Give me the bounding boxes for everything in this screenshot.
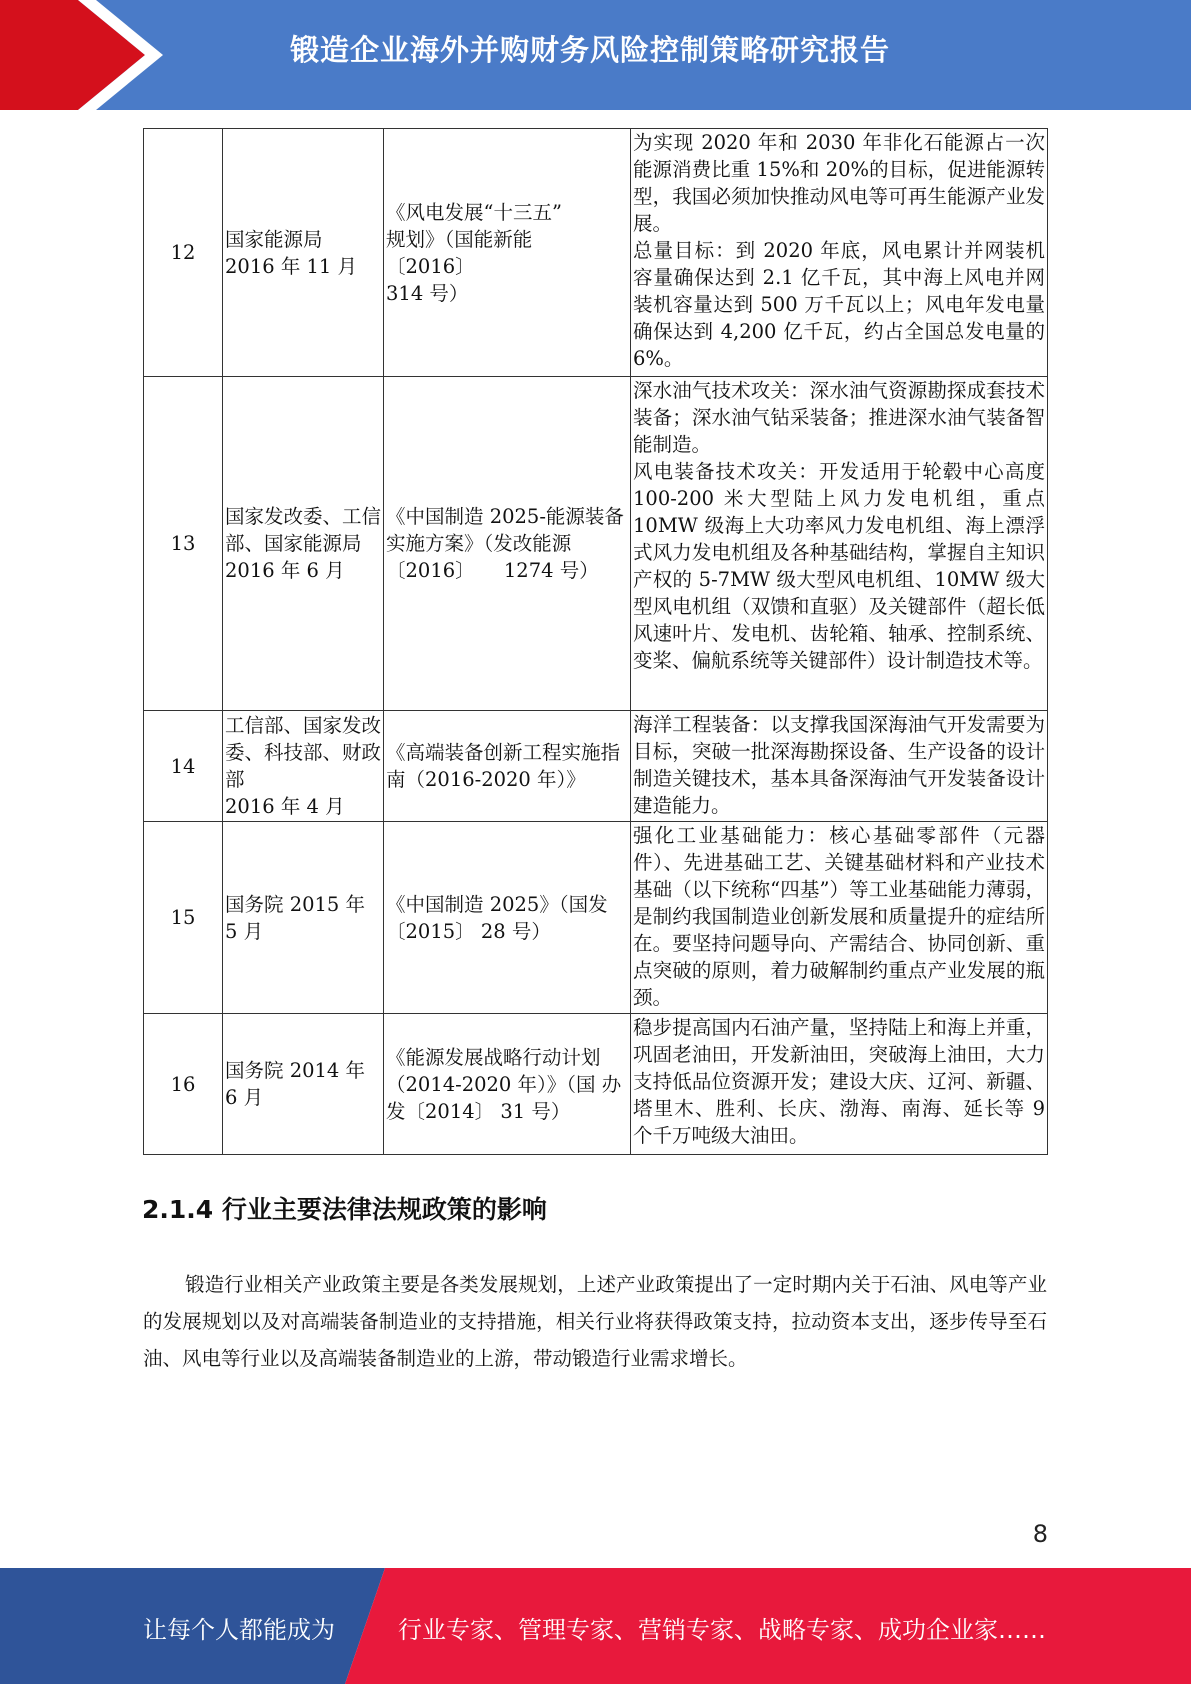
table-row — [144, 711, 1048, 822]
content-paragraph: 为实现 2020 年和 2030 年非化石能源占一次能源消费比重 15%和 20%的目标，促进能源转型，我国必须加快推动风电等可再生能源产业发展。 — [633, 131, 1045, 235]
document-cell — [384, 822, 631, 1014]
issuer-cell — [223, 822, 384, 1014]
content-cell — [631, 711, 1048, 822]
issue-date: 2016 年 4 月 — [225, 795, 345, 818]
content-paragraph: 稳步提高国内石油产量，坚持陆上和海上并重，巩固老油田，开发新油田，突破海上油田，大力支持低品位资源开发；建设大庆、辽河、新疆、塔里木、胜利、长庆、渤海、南海、延长等 9 个千万吨级大油田。 — [633, 1016, 1045, 1147]
issuer-name: 工信部、国家发改委、科技部、财政部 — [225, 714, 382, 791]
header-red-arrow — [0, 0, 145, 110]
issuer-cell — [223, 1014, 384, 1155]
table-row — [144, 129, 1048, 377]
section-heading: 2.1.4 行业主要法律法规政策的影响 — [142, 1195, 547, 1224]
table-row — [144, 822, 1048, 1014]
page-footer — [0, 1568, 1191, 1684]
issuer-cell — [223, 377, 384, 711]
footer-slogan-right: 行业专家、管理专家、营销专家、战略专家、成功企业家…… — [398, 1616, 1046, 1644]
document-line: 314 号） — [386, 281, 469, 305]
row-number: 14 — [144, 711, 223, 822]
issuer-cell — [223, 129, 384, 377]
issuer-name: 国家发改委、工信部、国家能源局 — [225, 505, 382, 555]
row-number: 16 — [144, 1014, 223, 1155]
row-number: 15 — [144, 822, 223, 1014]
table-row — [144, 377, 1048, 711]
content-paragraph: 强化工业基础能力：核心基础零部件（元器件）、先进基础工艺、关键基础材料和产业技术基础（以下统称“四基”）等工业基础能力薄弱，是制约我国制造业创新发展和质量提升的症结所在。要坚持问题导向、产需结合、协同创新、重点突破的原则，着力破解制约重点产业发展的瓶颈。 — [633, 824, 1045, 1009]
issue-date: 2016 年 6 月 — [225, 559, 345, 582]
content-paragraph: 总量目标：到 2020 年底，风电累计并网装机容量确保达到 2.1 亿千瓦，其中海上风电并网装机容量达到 500 万千瓦以上；风电年发电量确保达到 4,200 亿千瓦，约占全国总发电量的 6%。 — [633, 239, 1045, 370]
issuer-name: 国务院 2014 年 6 月 — [225, 1059, 366, 1109]
issue-date: 2016 年 11 月 — [225, 254, 358, 278]
document-line: 《中国制造 2025》（国发〔2015〕 28 号） — [386, 892, 608, 943]
issuer-name: 国务院 2015 年 5 月 — [225, 892, 366, 943]
document-line: 〔2016〕 — [386, 254, 475, 278]
document-cell — [384, 1014, 631, 1155]
document-line: 《能源发展战略行动计划（2014-2020 年）》（国 办发〔2014〕 31 号） — [386, 1045, 622, 1123]
document-cell — [384, 377, 631, 711]
document-line: 《中国制造 2025-能源装备实施方案》（发改能源〔2016〕 1274 号） — [386, 505, 624, 582]
row-number: 13 — [144, 377, 223, 711]
content-paragraph: 风电装备技术攻关：开发适用于轮毂中心高度 100-200 米大型陆上风力发电机组，重点 10MW 级海上大功率风力发电机组、海上漂浮式风力发电机组及各种基础结构，掌握自主知识产权的 5-7MW 级大型风电机组、10MW 级大型风电机组（双馈和直驱）及关键部件（超长低风速叶片、发电机、齿轮箱、轴承、控制系统、变桨、偏航系统等关键部件）设计制造技术等。 — [633, 460, 1045, 672]
document-cell — [384, 711, 631, 822]
issuer-cell — [223, 711, 384, 822]
content-paragraph: 深水油气技术攻关：深水油气资源勘探成套技术装备；深水油气钻采装备；推进深水油气装备智能制造。 — [633, 379, 1045, 456]
table-row — [144, 1014, 1048, 1155]
report-title: 锻造企业海外并购财务风险控制策略研究报告 — [290, 33, 891, 67]
content-cell — [631, 129, 1048, 377]
issuer-name: 国家能源局 — [225, 227, 323, 251]
footer-slogan-left: 让每个人都能成为 — [143, 1616, 335, 1644]
content-cell — [631, 822, 1048, 1014]
content-paragraph: 海洋工程装备：以支撑我国深海油气开发需要为目标，突破一批深海勘探设备、生产设备的设计制造关键技术，基本具备深海油气开发装备设计建造能力。 — [633, 713, 1045, 817]
document-line: 《高端装备创新工程实施指南（2016-2020 年）》 — [386, 741, 621, 791]
page-header — [0, 0, 1191, 110]
document-line: 《风电发展“十三五” — [386, 200, 562, 224]
document-line: 规划》（国能新能 — [386, 227, 533, 251]
section-paragraph: 锻造行业相关产业政策主要是各类发展规划，上述产业政策提出了一定时期内关于石油、风电等产业的发展规划以及对高端装备制造业的支持措施，相关行业将获得政策支持，拉动资本支出，逐步传导至石油、风电等行业以及高端装备制造业的上游，带动锻造行业需求增长。 — [143, 1273, 1047, 1370]
row-number: 12 — [144, 129, 223, 377]
page-number: 8 — [1032, 1520, 1048, 1548]
content-cell — [631, 377, 1048, 711]
content-cell — [631, 1014, 1048, 1155]
document-cell — [384, 129, 631, 377]
policy-table — [143, 128, 1048, 1155]
